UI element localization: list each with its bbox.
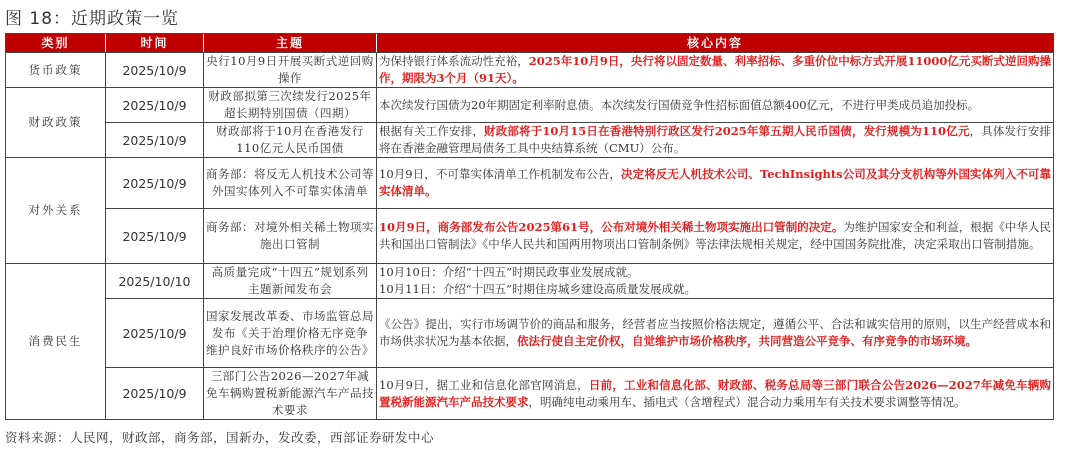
content-cell <box>377 123 1054 158</box>
content-cell <box>377 158 1054 209</box>
content-text: 为保持银行体系流动性充裕， <box>379 54 529 68</box>
date-cell: 2025/10/9 <box>106 209 204 264</box>
date-cell: 2025/10/9 <box>106 88 204 123</box>
table-row <box>6 123 1054 158</box>
content-highlight: 财政部将于10月15日在香港特别行政区发行2025年第五期人民币国债，发行规模为110亿元 <box>484 124 970 138</box>
category-cell: 消费民生 <box>6 264 106 420</box>
content-highlight: 依法行使自主定价权，自觉维护市场价格秩序，共同营造公平竞争、有序竞争的市场环境。 <box>517 334 977 348</box>
topic-cell: 商务部：对境外相关稀土物项实施出口管制 <box>204 209 377 264</box>
content-line: 10月10日：介绍“十四五”时期民政事业发展成就。 <box>379 265 639 279</box>
header-topic: 主题 <box>204 34 377 53</box>
table-row <box>6 368 1054 420</box>
topic-cell: 财政部拟第三次续发行2025年超长期特别国债（四期） <box>204 88 377 123</box>
date-cell: 2025/10/9 <box>106 123 204 158</box>
content-text: ，明确纯电动乘用车、插电式（含增程式）混合动力乘用车有关技术要求调整等情况。 <box>528 394 966 409</box>
content-cell <box>377 88 1054 123</box>
date-cell: 2025/10/10 <box>106 264 204 299</box>
content-highlight: 2025年10月9日，央行将以固定数量、利率招标、多重价位中标方式开展11000亿元买断式逆回购操作，期限为3个月（91天）。 <box>379 54 1051 85</box>
date-cell: 2025/10/9 <box>106 368 204 420</box>
table-row <box>6 53 1054 88</box>
content-cell <box>377 264 1054 299</box>
date-cell: 2025/10/9 <box>106 299 204 368</box>
topic-cell: 三部门公告2026—2027年减免车辆购置税新能源汽车产品技术要求 <box>204 368 377 420</box>
content-text: 根据有关工作安排， <box>379 124 485 138</box>
table-header-row <box>6 34 1054 53</box>
content-text: 10月9日，不可靠实体清单工作机制发布公告， <box>379 167 622 181</box>
header-date: 时间 <box>106 34 204 53</box>
source-note: 资料来源：人民网，财政部，商务部，国新办，发改委，西部证券研发中心 <box>5 430 435 445</box>
topic-cell: 商务部：将反无人机技术公司等外国实体列入不可靠实体清单 <box>204 158 377 209</box>
content-cell <box>377 53 1054 88</box>
content-highlight: 10月9日，商务部发布公告2025第61号，公布对境外相关稀土物项实施出口管制的决定。 <box>379 220 844 234</box>
table-row <box>6 88 1054 123</box>
policy-table <box>5 33 1054 420</box>
content-text: 《公告》提出，实行市场调节价的商品和服务，经营者应当按照价格法规定，遵循公平、合法和诚实信用的原则，以生产经营成本和市场供求状况为基本依据， <box>379 317 1051 348</box>
content-text: 本次续发行国债为20年期固定利率附息债。本次续发行国债竞争性招标面值总额400亿元，不进行甲类成员追加投标。 <box>379 97 980 112</box>
date-cell: 2025/10/9 <box>106 53 204 88</box>
table-row <box>6 264 1054 299</box>
content-cell <box>377 368 1054 420</box>
header-content: 核心内容 <box>377 34 1054 53</box>
table-row <box>6 299 1054 368</box>
content-highlight: 日前，工业和信息化部、财政部、税务总局等三部门联合公告2026—2027年减免车辆购置税新能源汽车产品技术要求 <box>379 377 1051 409</box>
content-text: 为维护国家安全和利益，根据《中华人民共和国出口管制法》《中华人民共和国两用物项出口管制条例》等法律法规相关规定，经中国国务院批准，决定采取出口管制措施。 <box>379 220 1052 251</box>
topic-cell: 高质量完成“十四五”规划系列主题新闻发布会 <box>204 264 377 299</box>
content-highlight: 决定将反无人机技术公司、TechInsights公司及其分支机构等外国实体列入不可靠实体清单。 <box>379 167 1052 198</box>
content-cell <box>377 209 1054 264</box>
figure-title: 图 18：近期政策一览 <box>5 9 180 29</box>
content-cell <box>377 299 1054 368</box>
category-cell: 货币政策 <box>6 53 106 88</box>
date-cell: 2025/10/9 <box>106 158 204 209</box>
table-row <box>6 158 1054 209</box>
topic-cell: 财政部将于10月在香港发行110亿元人民币国债 <box>204 123 377 158</box>
topic-cell: 国家发展改革委、市场监管总局发布《关于治理价格无序竞争 维护良好市场价格秩序的公告》 <box>204 299 377 368</box>
topic-cell: 央行10月9日开展买断式逆回购操作 <box>204 53 377 88</box>
content-line: 10月11日：介绍“十四五”时期住房城乡建设高质量发展成就。 <box>379 282 697 296</box>
header-category: 类别 <box>6 34 106 53</box>
table-row <box>6 209 1054 264</box>
content-text: 10月9日，据工业和信息化部官网消息， <box>379 377 589 392</box>
category-cell: 对外关系 <box>6 158 106 264</box>
category-cell: 财政政策 <box>6 88 106 158</box>
content-text: ，具体发行安排将在香港金融管理局债务工具中央结算系统（CMU）公布。 <box>379 124 1052 155</box>
